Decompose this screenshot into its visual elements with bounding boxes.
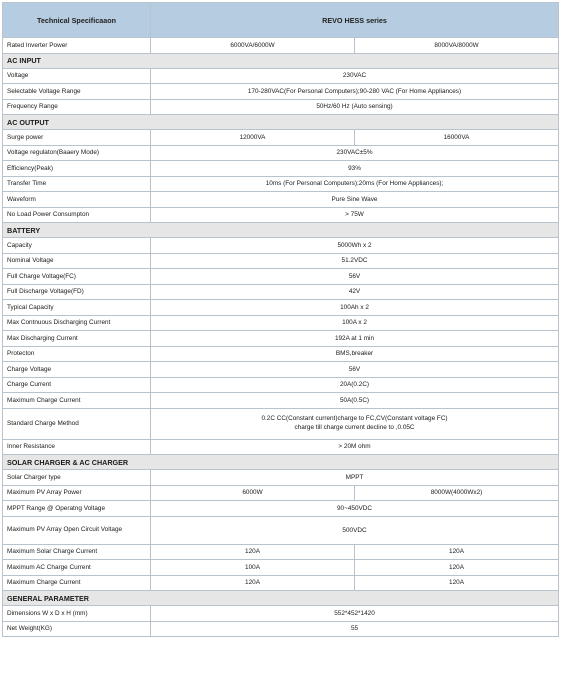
row-value: 120A [355, 575, 559, 591]
row-value: 93% [151, 161, 559, 177]
table-row [3, 207, 559, 223]
table-row [3, 346, 559, 362]
row-label: Dimensions W x D x H (mm) [3, 606, 151, 622]
table-row [3, 408, 559, 439]
table-row [3, 560, 559, 576]
table-row [3, 284, 559, 300]
row-value: 552*452*1420 [151, 606, 559, 622]
table-row [3, 176, 559, 192]
row-label: Standard Charge Method [3, 408, 151, 439]
row-value: 16000VA [355, 130, 559, 146]
table-row [3, 501, 559, 517]
row-label: Waveform [3, 192, 151, 208]
table-row [3, 161, 559, 177]
row-label: Selectable Voltage Range [3, 84, 151, 100]
header-col-spec: Technical Specificaaon [3, 3, 151, 38]
table-row [3, 575, 559, 591]
row-label: Frequency Range [3, 99, 151, 115]
header-col-series: REVO HESS series [151, 3, 559, 38]
row-value: > 20M ohm [151, 439, 559, 455]
section-title: AC INPUT [3, 53, 559, 68]
row-label: Nominal Voltage [3, 253, 151, 269]
row-value: 230VAC±5% [151, 145, 559, 161]
table-row [3, 238, 559, 254]
row-value: 6000VA/6000W [151, 38, 355, 54]
section-title: AC OUTPUT [3, 115, 559, 130]
row-label: Protecton [3, 346, 151, 362]
row-label: Maximum Charge Current [3, 575, 151, 591]
section-battery [3, 223, 559, 238]
table-row [3, 84, 559, 100]
section-title: BATTERY [3, 223, 559, 238]
row-value: 8000W(4000Wx2) [355, 485, 559, 501]
row-label: Surge power [3, 130, 151, 146]
row-label: Maximum AC Charge Current [3, 560, 151, 576]
row-label: Charge Voltage [3, 362, 151, 378]
table-row [3, 485, 559, 501]
row-value: 55 [151, 621, 559, 637]
row-value: > 75W [151, 207, 559, 223]
row-label: Maximum Charge Current [3, 393, 151, 409]
row-label: Efficiency(Peak) [3, 161, 151, 177]
table-row [3, 377, 559, 393]
row-label: Maximum PV Array Open Circuit Voltage [3, 516, 151, 544]
row-label: Full Charge Voltage(FC) [3, 269, 151, 285]
row-label: Full Discharge Voltage(FD) [3, 284, 151, 300]
section-ac-output [3, 115, 559, 130]
row-value: 230VAC [151, 68, 559, 84]
row-value: 56V [151, 269, 559, 285]
row-label: Typical Capacity [3, 300, 151, 316]
row-label: Charge Current [3, 377, 151, 393]
row-value: 120A [355, 560, 559, 576]
row-label: Voltage [3, 68, 151, 84]
row-value: 8000VA/8000W [355, 38, 559, 54]
section-title: SOLAR CHARGER & AC CHARGER [3, 455, 559, 470]
row-value: 500VDC [151, 516, 559, 544]
row-label: Solar Charger type [3, 470, 151, 486]
row-value: 100Ah x 2 [151, 300, 559, 316]
table-row [3, 439, 559, 455]
table-row [3, 269, 559, 285]
row-label: MPPT Range @ Operatng Voltage [3, 501, 151, 517]
row-value: 120A [151, 544, 355, 560]
row-label: Maximum PV Array Power [3, 485, 151, 501]
row-value: MPPT [151, 470, 559, 486]
row-label: Transfer Time [3, 176, 151, 192]
section-ac-input [3, 53, 559, 68]
row-value: 100A [151, 560, 355, 576]
section-solar [3, 455, 559, 470]
row-label: Capacity [3, 238, 151, 254]
table-row [3, 315, 559, 331]
row-label: Max Contnuous Discharging Current [3, 315, 151, 331]
method-line-2: charge till charge current decline to ,0.05C [294, 423, 415, 431]
table-row [3, 300, 559, 316]
row-value [151, 408, 559, 439]
row-label: No Load Power Consumpton [3, 207, 151, 223]
row-value: 5000Wh x 2 [151, 238, 559, 254]
table-row [3, 516, 559, 544]
table-header [3, 3, 559, 38]
row-label: Net Weight(KG) [3, 621, 151, 637]
row-value: 6000W [151, 485, 355, 501]
table-row [3, 621, 559, 637]
row-value: BMS,breaker [151, 346, 559, 362]
section-title: GENERAL PARAMETER [3, 591, 559, 606]
row-value: 120A [355, 544, 559, 560]
table-row [3, 145, 559, 161]
row-value: 100A x 2 [151, 315, 559, 331]
row-label: Rated Inverter Power [3, 38, 151, 54]
table-row [3, 362, 559, 378]
section-general [3, 591, 559, 606]
table-row [3, 192, 559, 208]
row-value: 170-280VAC(For Personal Computers);90-280 VAC (For Home Appliances) [151, 84, 559, 100]
table-row [3, 38, 559, 54]
row-value: 12000VA [151, 130, 355, 146]
table-row [3, 253, 559, 269]
row-value: 42V [151, 284, 559, 300]
row-value: 56V [151, 362, 559, 378]
table-row [3, 99, 559, 115]
row-value: Pure Sine Wave [151, 192, 559, 208]
row-value: 90~450VDC [151, 501, 559, 517]
row-label: Max Discharging Current [3, 331, 151, 347]
row-label: Inner Resistance [3, 439, 151, 455]
row-value: 10ms (For Personal Computers);20ms (For Home Appliances); [151, 176, 559, 192]
row-value: 50Hz/60 Hz (Auto sensing) [151, 99, 559, 115]
method-line-1: 0.2C CC(Constant current)charge to FC,CV(Constant voltage FC) [261, 414, 448, 422]
table-row [3, 393, 559, 409]
spec-table [2, 2, 559, 637]
row-value: 51.2VDC [151, 253, 559, 269]
row-value: 50A(0.5C) [151, 393, 559, 409]
row-label: Voltage regulaton(Baaery Mode) [3, 145, 151, 161]
table-row [3, 544, 559, 560]
table-row [3, 470, 559, 486]
table-row [3, 606, 559, 622]
row-value: 20A(0.2C) [151, 377, 559, 393]
table-row [3, 68, 559, 84]
row-label: Maximum Solar Charge Current [3, 544, 151, 560]
row-value: 120A [151, 575, 355, 591]
table-row [3, 331, 559, 347]
row-value: 192A at 1 min [151, 331, 559, 347]
table-row [3, 130, 559, 146]
